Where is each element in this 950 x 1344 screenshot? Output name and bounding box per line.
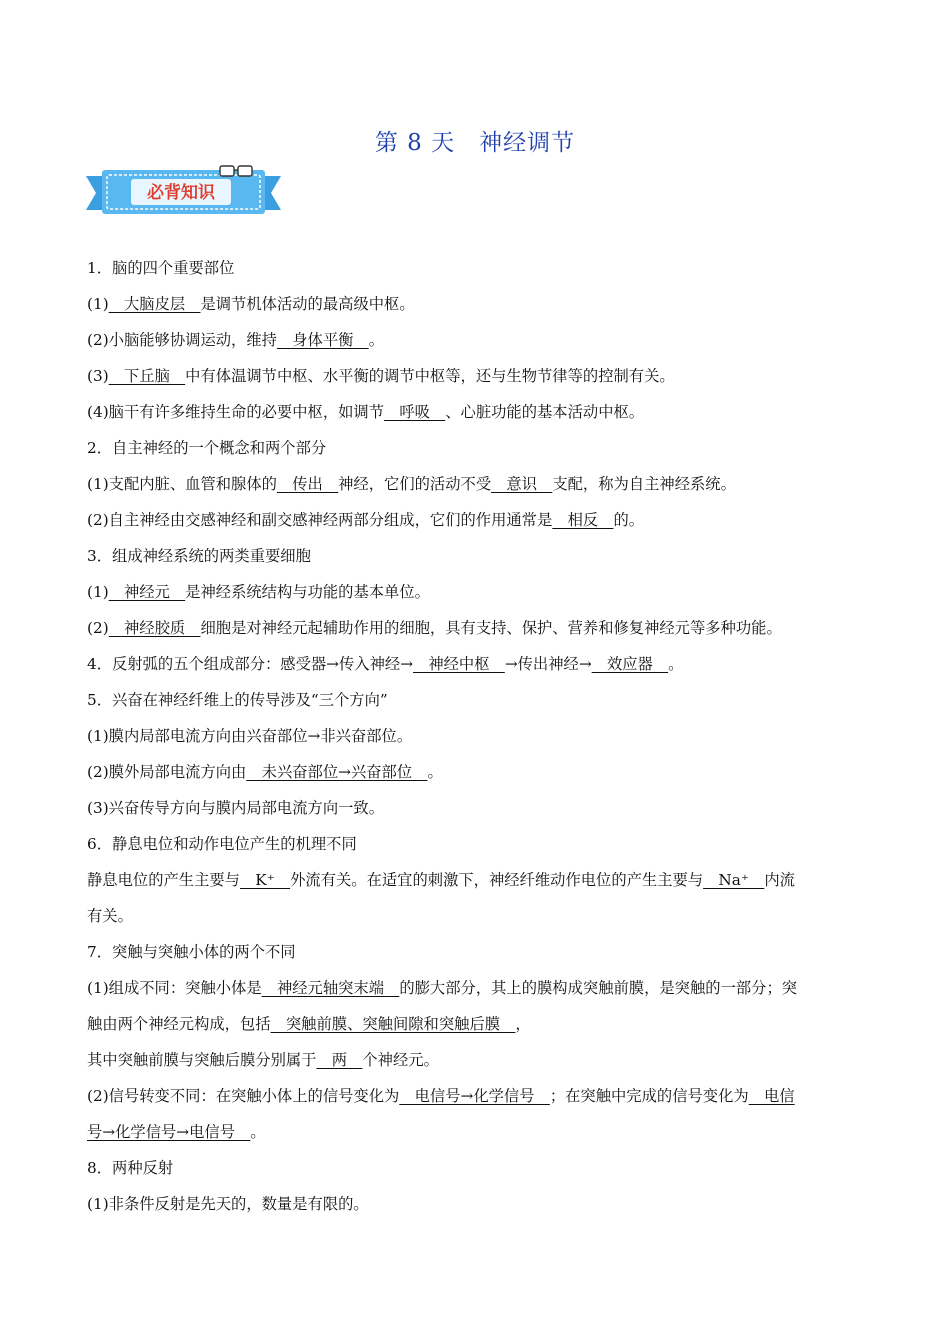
text-line bbox=[87, 718, 867, 754]
text-line bbox=[87, 1078, 867, 1114]
text-fragment: (1) bbox=[87, 583, 109, 601]
text-fragment: 内流 bbox=[764, 871, 795, 889]
answer-blank: 两 bbox=[316, 1051, 363, 1069]
text-fragment: (2)膜外局部电流方向由 bbox=[87, 763, 247, 781]
text-fragment: (2) bbox=[87, 619, 109, 637]
text-line bbox=[87, 826, 867, 862]
answer-blank: Na⁺ bbox=[703, 871, 765, 889]
text-fragment: ， bbox=[515, 1015, 531, 1033]
text-fragment: ；在突触中完成的信号变化为 bbox=[549, 1087, 749, 1105]
page-title: 第 8 天 神经调节 bbox=[374, 130, 576, 156]
text-fragment: (1)组成不同：突触小体是 bbox=[87, 979, 262, 997]
text-fragment: 。 bbox=[250, 1123, 266, 1141]
text-fragment: 的膨大部分，其上的膜构成突触前膜，是突触的一部分；突 bbox=[399, 979, 798, 997]
text-line bbox=[87, 1042, 867, 1078]
answer-blank: 大脑皮层 bbox=[108, 295, 201, 313]
text-fragment: 其中突触前膜与突触后膜分别属于 bbox=[87, 1051, 317, 1069]
text-line bbox=[87, 1150, 867, 1186]
text-fragment: 神经，它们的活动不受 bbox=[338, 475, 492, 493]
text-fragment: 有关。 bbox=[87, 907, 133, 925]
text-fragment: 1．脑的四个重要部位 bbox=[87, 259, 235, 277]
text-fragment: 6．静息电位和动作电位产生的机理不同 bbox=[87, 835, 357, 853]
text-fragment: (4)脑干有许多维持生命的必要中枢，如调节 bbox=[87, 403, 385, 421]
answer-blank: 神经元轴突末端 bbox=[261, 979, 400, 997]
text-fragment: 、心脏功能的基本活动中枢。 bbox=[445, 403, 645, 421]
text-fragment: 。 bbox=[668, 655, 684, 673]
text-line bbox=[87, 1186, 867, 1222]
text-line bbox=[87, 502, 867, 538]
text-fragment: 8．两种反射 bbox=[87, 1159, 174, 1177]
text-fragment: (1)膜内局部电流方向由兴奋部位→非兴奋部位。 bbox=[87, 727, 413, 745]
answer-blank: 神经胶质 bbox=[108, 619, 201, 637]
text-fragment: 2．自主神经的一个概念和两个部分 bbox=[87, 439, 327, 457]
text-fragment: 5．兴奋在神经纤维上的传导涉及“三个方向” bbox=[87, 691, 388, 709]
text-fragment: 细胞是对神经元起辅助作用的细胞，具有支持、保护、营养和修复神经元等多种功能。 bbox=[200, 619, 782, 637]
text-fragment: 的。 bbox=[613, 511, 645, 529]
answer-blank: 效应器 bbox=[591, 655, 669, 673]
text-fragment: 外流有关。在适宜的刺激下，神经纤维动作电位的产生主要与 bbox=[290, 871, 704, 889]
answer-blank: 神经中枢 bbox=[413, 655, 505, 673]
text-fragment: 个神经元。 bbox=[362, 1051, 439, 1069]
text-fragment: 中有体温调节中枢、水平衡的调节中枢等，还与生物节律等的控制有关。 bbox=[185, 367, 675, 385]
text-fragment: 4．反射弧的五个组成部分：感受器→传入神经→ bbox=[87, 655, 414, 673]
text-line bbox=[87, 898, 867, 934]
text-line bbox=[87, 574, 867, 610]
answer-blank: K⁺ bbox=[239, 871, 291, 889]
answer-blank: 号→化学信号→电信号 bbox=[87, 1123, 251, 1141]
text-fragment: (1)非条件反射是先天的，数量是有限的。 bbox=[87, 1195, 369, 1213]
text-line bbox=[87, 646, 867, 682]
text-fragment: (1)支配内脏、血管和腺体的 bbox=[87, 475, 277, 493]
answer-blank: 电信 bbox=[748, 1087, 795, 1105]
text-fragment: (2)信号转变不同：在突触小体上的信号变化为 bbox=[87, 1087, 400, 1105]
text-line bbox=[87, 322, 867, 358]
text-fragment: 7．突触与突触小体的两个不同 bbox=[87, 943, 296, 961]
text-line bbox=[87, 754, 867, 790]
banner-label: 必背知识 bbox=[147, 183, 215, 203]
answer-blank: 未兴奋部位→兴奋部位 bbox=[246, 763, 428, 781]
text-fragment: (1) bbox=[87, 295, 109, 313]
answer-blank: 意识 bbox=[491, 475, 553, 493]
text-fragment: 是神经系统结构与功能的基本单位。 bbox=[185, 583, 430, 601]
text-fragment: 是调节机体活动的最高级中枢。 bbox=[200, 295, 415, 313]
text-fragment: 触由两个神经元构成，包括 bbox=[87, 1015, 271, 1033]
text-fragment: (3)兴奋传导方向与膜内局部电流方向一致。 bbox=[87, 799, 385, 817]
text-line bbox=[87, 1006, 867, 1042]
text-line bbox=[87, 934, 867, 970]
text-line bbox=[87, 610, 867, 646]
text-fragment: 。 bbox=[368, 331, 385, 349]
answer-blank: 电信号→化学信号 bbox=[399, 1087, 550, 1105]
text-line bbox=[87, 358, 867, 394]
text-line bbox=[87, 682, 867, 718]
text-line bbox=[87, 250, 867, 286]
text-fragment: (2)自主神经由交感神经和副交感神经两部分组成，它们的作用通常是 bbox=[87, 511, 553, 529]
text-fragment: 静息电位的产生主要与 bbox=[87, 871, 240, 889]
answer-blank: 传出 bbox=[276, 475, 339, 493]
text-line bbox=[87, 286, 867, 322]
text-line bbox=[87, 1114, 867, 1150]
text-fragment: 支配，称为自主神经系统。 bbox=[552, 475, 736, 493]
text-line bbox=[87, 430, 867, 466]
text-fragment: 。 bbox=[427, 763, 443, 781]
text-line bbox=[87, 790, 867, 826]
text-line bbox=[87, 538, 867, 574]
answer-blank: 身体平衡 bbox=[276, 331, 369, 349]
text-fragment: (3) bbox=[87, 367, 109, 385]
text-line bbox=[87, 466, 867, 502]
answer-blank: 呼吸 bbox=[384, 403, 446, 421]
section-banner bbox=[86, 164, 281, 224]
text-fragment: →传出神经→ bbox=[504, 655, 592, 673]
answer-blank: 突触前膜、突触间隙和突触后膜 bbox=[270, 1015, 516, 1033]
text-line bbox=[87, 394, 867, 430]
text-line bbox=[87, 970, 867, 1006]
text-line bbox=[87, 862, 867, 898]
text-fragment: (2)小脑能够协调运动，维持 bbox=[87, 331, 277, 349]
answer-blank: 神经元 bbox=[108, 583, 186, 601]
answer-blank: 相反 bbox=[552, 511, 614, 529]
answer-blank: 下丘脑 bbox=[108, 367, 186, 385]
text-fragment: 3．组成神经系统的两类重要细胞 bbox=[87, 547, 311, 565]
knowledge-list bbox=[87, 250, 867, 1222]
